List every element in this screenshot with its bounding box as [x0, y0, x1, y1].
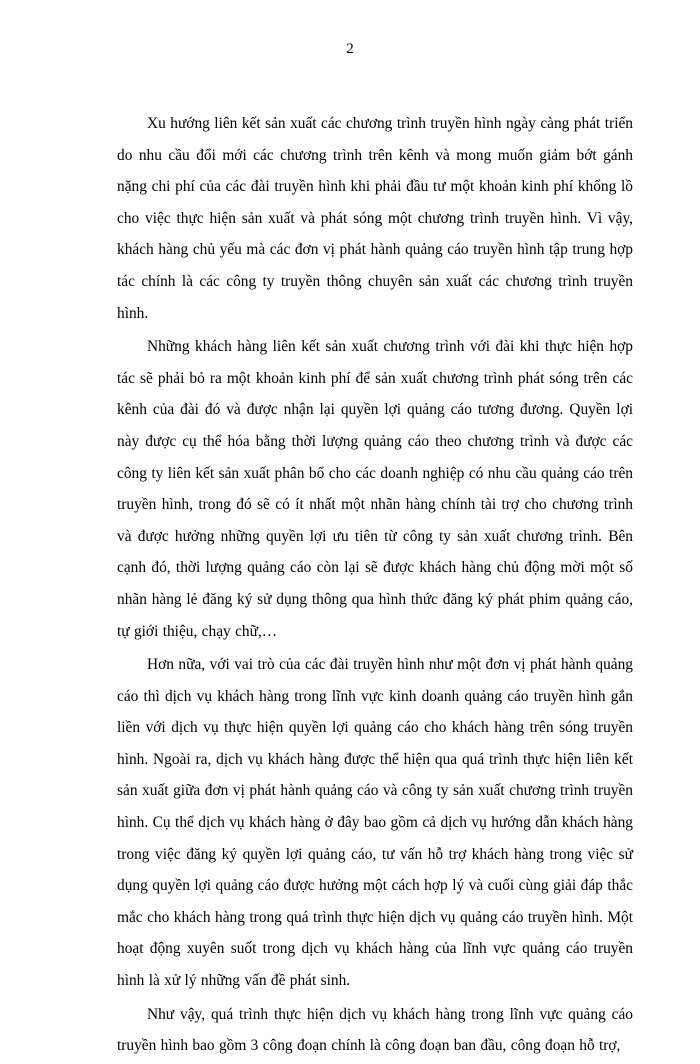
paragraph-3: Hơn nữa, với vai trò của các đài truyền hình như một đơn vị phát hành quảng cáo thì dịch vụ khách hàng trong lĩnh vực kinh doanh quảng cáo truyền hình gắn liền với dịch vụ thực hiện quyền lợi quảng cáo cho khách hàng trên sóng truyền hình. Ngoài ra, dịch vụ khách hàng được thể hiện qua quá trình thực hiện liên kết sản xuất giữa đơn vị phát hành quảng cáo và công ty sản xuất chương trình truyền hình. Cụ thể dịch vụ khách hàng ở đây bao gồm cả dịch vụ hướng dẫn khách hàng trong việc đăng ký quyền lợi quảng cáo, tư vấn hỗ trợ khách hàng trong việc sử dụng quyền lợi quảng cáo được hưởng một cách hợp lý và cuối cùng giải đáp thắc mắc cho khách hàng trong quá trình thực hiện dịch vụ quảng cáo truyền hình. Một hoạt động xuyên suốt trong dịch vụ khách hàng của lĩnh vực quảng cáo truyền hình là xử lý những vấn đề phát sinh. — [117, 656, 633, 990]
paragraph-4: Như vậy, quá trình thực hiện dịch vụ khách hàng trong lĩnh vực quảng cáo truyền hình bao gồm 3 công đoạn chính là công đoạn ban đầu, công đoạn hỗ trợ, — [117, 1005, 633, 1055]
page-number: 2 — [346, 41, 354, 57]
paragraph-1: Xu hướng liên kết sản xuất các chương trình truyền hình ngày càng phát triển do nhu cầu đổi mới các chương trình trên kênh và mong muốn giảm bớt gánh nặng chi phí của các đài truyền hình khi phải đầu tư một khoản kinh phí khổng lồ cho việc thực hiện sản xuất và phát sóng một chương trình truyền hình. Vì vậy, khách hàng chủ yếu mà các đơn vị phát hành quảng cáo truyền hình tập trung hợp tác chính là các công ty truyền thông chuyên sản xuất các chương trình truyền hình. — [117, 115, 633, 322]
body-text — [117, 108, 633, 1064]
paragraph-2: Những khách hàng liên kết sản xuất chương trình với đài khi thực hiện hợp tác sẽ phải bỏ ra một khoản kinh phí để sản xuất chương trình phát sóng trên các kênh của đài đó và được nhận lại quyền lợi quảng cáo tương đương. Quyền lợi này được cụ thể hóa bằng thời lượng quảng cáo theo chương trình và được các công ty liên kết sản xuất phân bổ cho các doanh nghiệp có nhu cầu quảng cáo trên truyền hình, trong đó sẽ có ít nhất một nhãn hàng chính tài trợ cho chương trình và được hưởng những quyền lợi ưu tiên từ công ty sản xuất chương trình. Bên cạnh đó, thời lượng quảng cáo còn lại sẽ được khách hàng chủ động mời một số nhãn hàng lẻ đăng ký sử dụng thông qua hình thức đăng ký phát phim quảng cáo, tự giới thiệu, chạy chữ,… — [117, 338, 633, 640]
